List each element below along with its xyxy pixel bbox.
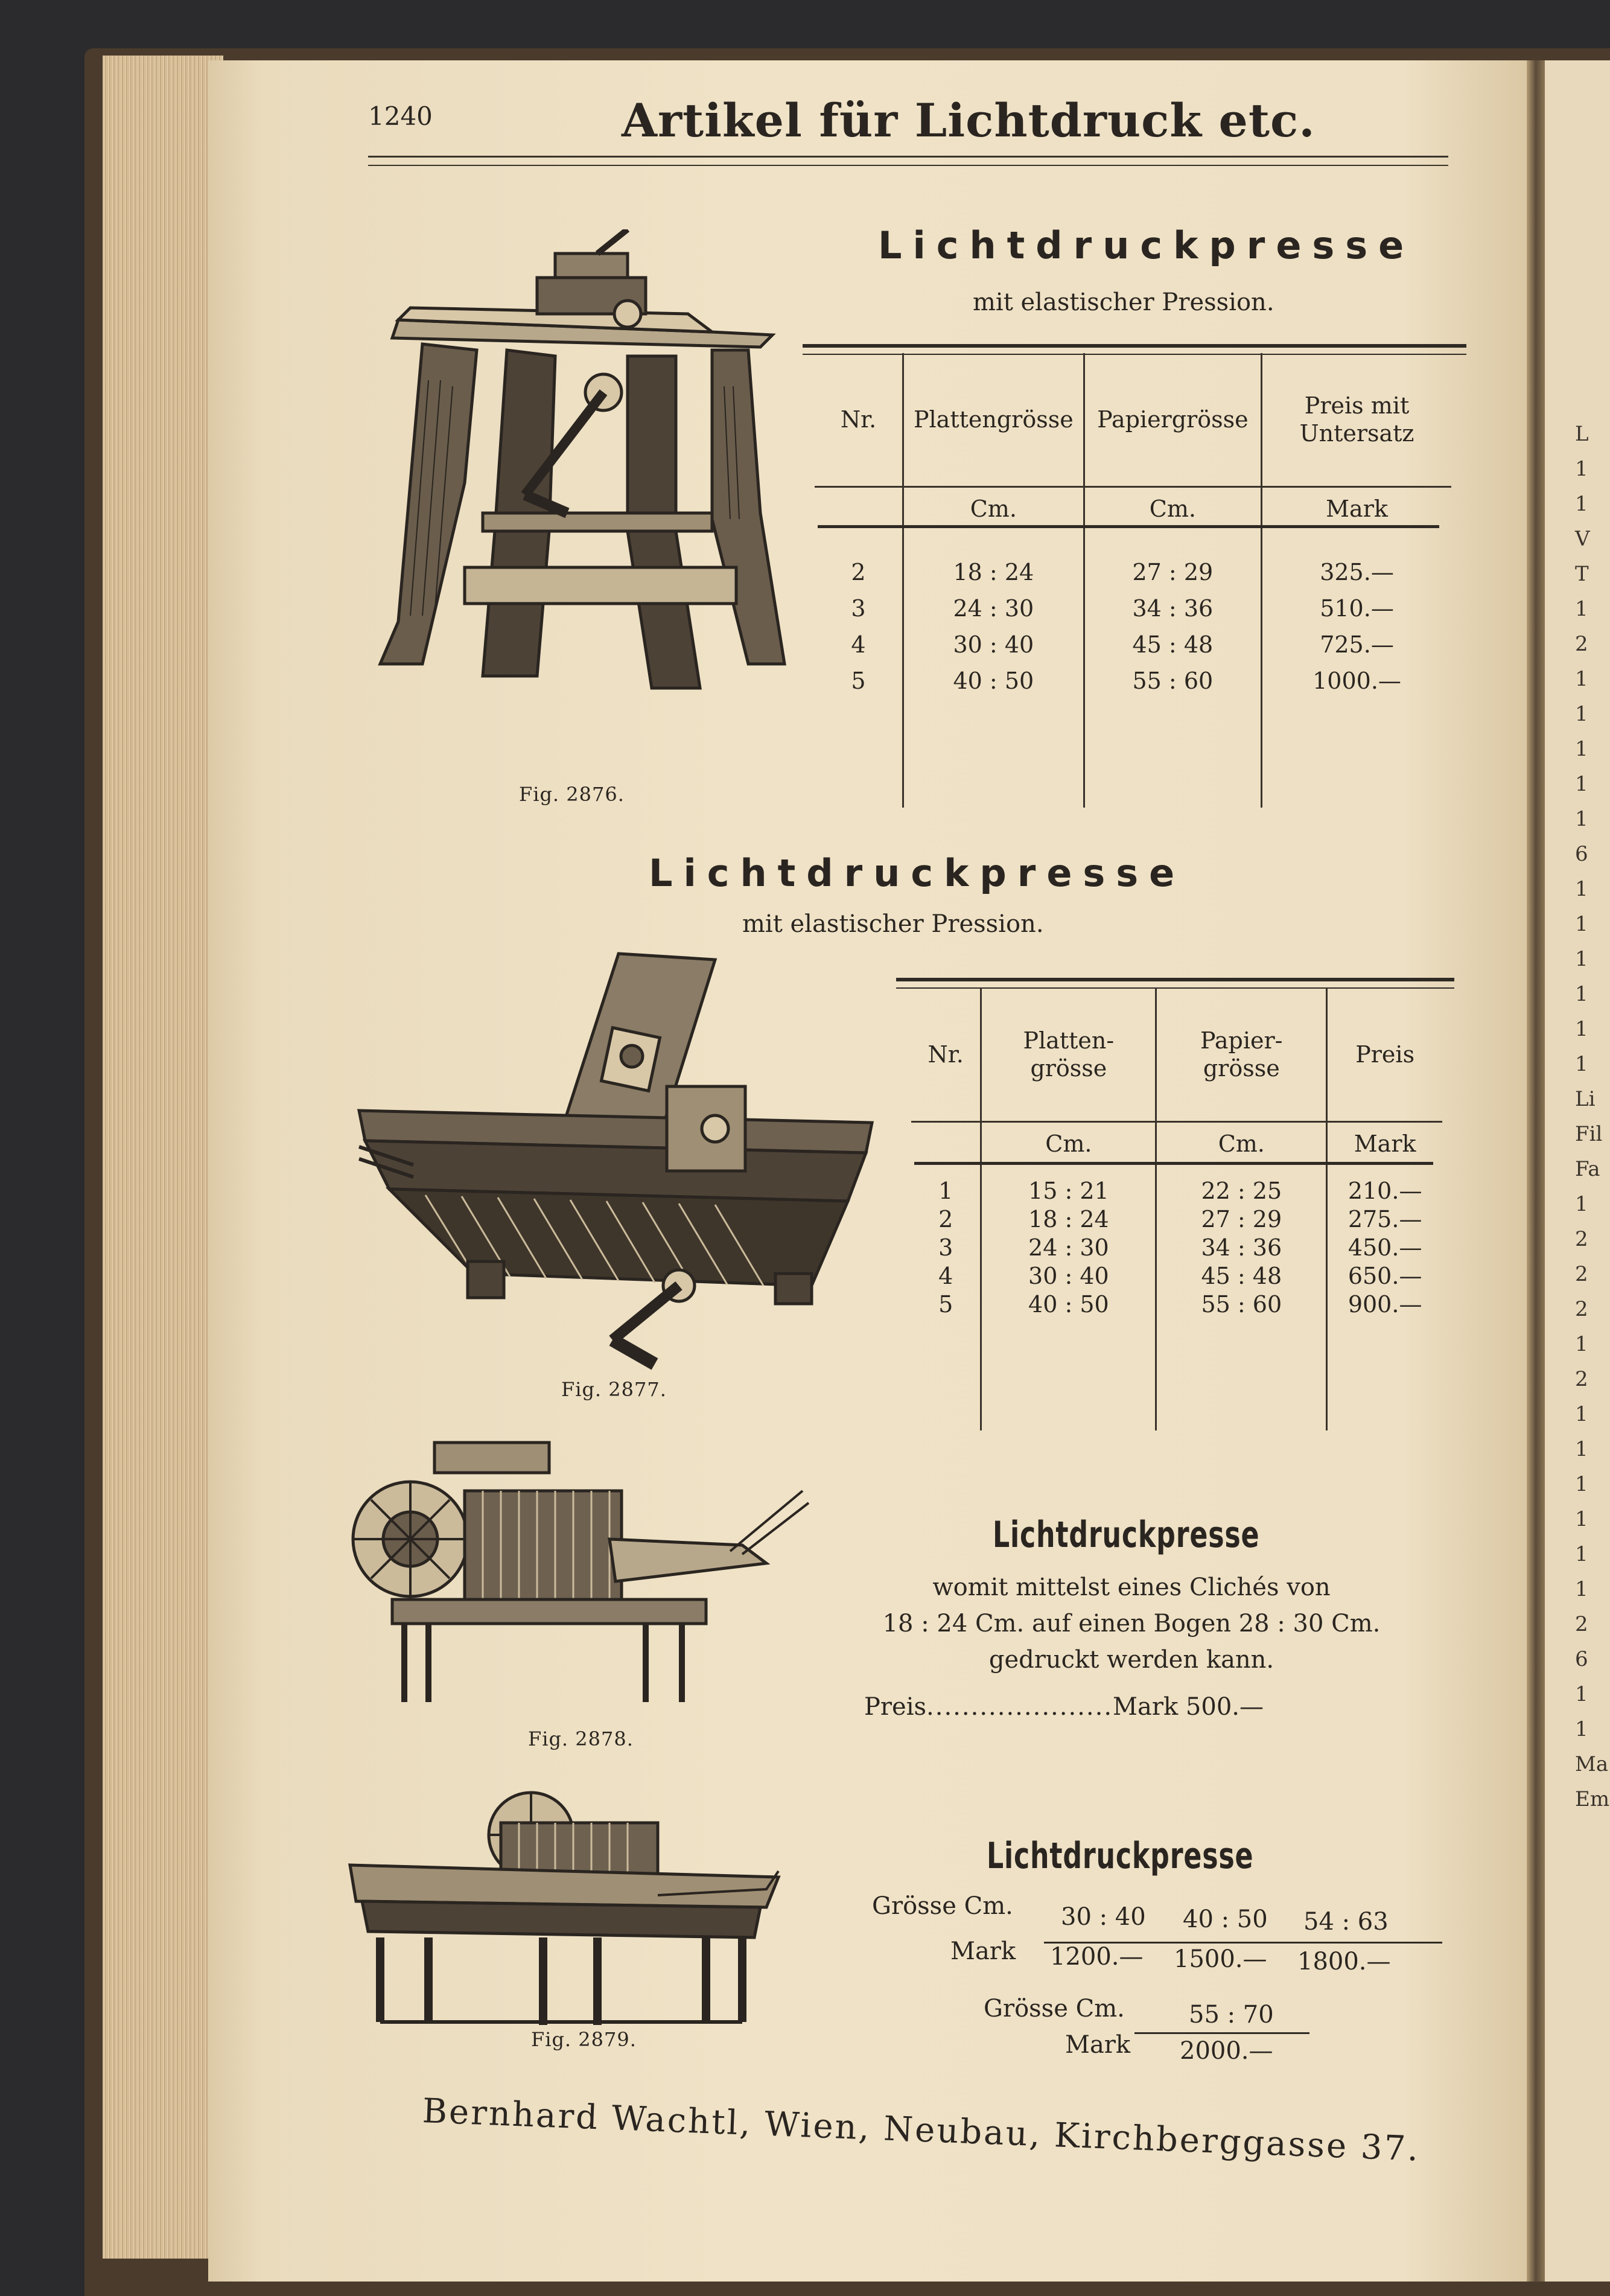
section-3-title: Lichtdruckpresse bbox=[993, 1514, 1260, 1556]
size-cell: 55 : 70 bbox=[1189, 2001, 1274, 2029]
size-cell: 40 : 50 bbox=[1183, 1905, 1268, 1933]
edge-mark: 1 bbox=[1575, 1332, 1588, 1356]
table-1-header-rule bbox=[818, 525, 1439, 528]
book-gutter bbox=[1527, 60, 1545, 2282]
unit-cell-nr bbox=[911, 1122, 981, 1166]
edge-mark: 1 bbox=[1575, 667, 1588, 691]
description-line-1: womit mittelst eines Clichés von bbox=[932, 1574, 1331, 1601]
column-header-plate-size: Platten-grösse bbox=[981, 988, 1156, 1122]
section-1-title: Lichtdruckpresse bbox=[878, 223, 1415, 267]
edge-mark: 6 bbox=[1575, 842, 1588, 866]
edge-mark: T bbox=[1575, 562, 1589, 586]
edge-mark: Li bbox=[1575, 1087, 1596, 1111]
next-page-edge-text bbox=[1575, 416, 1610, 1817]
edge-mark: 1 bbox=[1575, 1472, 1588, 1496]
size-cell: 54 : 63 bbox=[1303, 1908, 1389, 1936]
groesse-label: Grösse Cm. bbox=[984, 1995, 1125, 2023]
description-line-2: 18 : 24 Cm. auf einen Bogen 28 : 30 Cm. bbox=[882, 1610, 1381, 1637]
unit-cell-price: Mark bbox=[1262, 487, 1451, 531]
header-rule bbox=[368, 156, 1448, 166]
column-header-nr: Nr. bbox=[840, 406, 877, 433]
unit-cell-plate: Cm. bbox=[981, 1122, 1156, 1166]
mark-label: Mark bbox=[950, 1937, 1016, 1965]
edge-mark: 1 bbox=[1575, 1052, 1588, 1076]
edge-mark: 2 bbox=[1575, 1612, 1588, 1636]
press-engraving-fig-2877 bbox=[353, 948, 884, 1382]
column-header-paper-size: Papiergrösse bbox=[1084, 353, 1261, 487]
edge-mark: 1 bbox=[1575, 947, 1588, 971]
price-cell: 2000.— bbox=[1180, 2037, 1273, 2065]
edge-mark: 2 bbox=[1575, 1262, 1588, 1286]
table-column-plate: 15 : 21 18 : 24 24 : 30 30 : 40 40 : 50 bbox=[981, 1165, 1156, 1430]
edge-mark: 1 bbox=[1575, 1577, 1588, 1601]
edge-mark: 1 bbox=[1575, 702, 1588, 726]
figure-caption-2876: Fig. 2876. bbox=[519, 783, 625, 806]
section-4-title: Lichtdruckpresse bbox=[987, 1835, 1254, 1877]
price-label: Preis bbox=[864, 1693, 927, 1721]
edge-mark: 1 bbox=[1575, 1017, 1588, 1041]
section-4-size-table bbox=[869, 1892, 1448, 2085]
price-cell: 1200.— bbox=[1050, 1943, 1144, 1971]
section-3-description bbox=[845, 1569, 1418, 1678]
edge-mark: 1 bbox=[1575, 1507, 1588, 1531]
figure-caption-2879: Fig. 2879. bbox=[531, 2028, 637, 2051]
edge-mark: Fil bbox=[1575, 1122, 1603, 1146]
edge-mark: 1 bbox=[1575, 877, 1588, 901]
edge-mark: 6 bbox=[1575, 1647, 1588, 1671]
page-edges bbox=[103, 56, 223, 2259]
column-header-paper-size: Papier-grösse bbox=[1156, 988, 1327, 1122]
press-engraving-fig-2879 bbox=[344, 1787, 784, 2040]
unit-cell-nr bbox=[815, 487, 903, 531]
section-3-price-line: Preis.....................Mark 500.— bbox=[864, 1693, 1264, 1721]
press-engraving-fig-2876 bbox=[374, 229, 797, 761]
edge-mark: 1 bbox=[1575, 912, 1588, 936]
table-column-nr: 1 2 3 4 5 bbox=[938, 1178, 953, 1318]
edge-mark: 1 bbox=[1575, 737, 1588, 761]
edge-mark: 1 bbox=[1575, 1542, 1588, 1566]
edge-mark: 1 bbox=[1575, 1402, 1588, 1426]
figure-caption-2878: Fig. 2878. bbox=[528, 1727, 634, 1750]
edge-mark: 1 bbox=[1575, 1717, 1588, 1741]
table-column-paper: 22 : 25 27 : 29 34 : 36 45 : 48 55 : 60 bbox=[1156, 1165, 1327, 1430]
edge-mark: 2 bbox=[1575, 632, 1588, 656]
edge-mark: 2 bbox=[1575, 1367, 1588, 1391]
table-column-plate: 18 : 24 24 : 30 30 : 40 40 : 50 bbox=[903, 530, 1084, 808]
table-2-header-rule bbox=[914, 1162, 1433, 1165]
unit-cell-paper: Cm. bbox=[1156, 1122, 1327, 1166]
section-1-subtitle: mit elastischer Pression. bbox=[973, 289, 1274, 316]
edge-mark: 1 bbox=[1575, 492, 1588, 516]
edge-mark: 2 bbox=[1575, 1297, 1588, 1321]
column-header-price: Preis bbox=[1327, 988, 1442, 1122]
edge-mark: 1 bbox=[1575, 1437, 1588, 1461]
size-rule bbox=[1134, 2032, 1309, 2034]
publisher-imprint: Bernhard Wachtl, Wien, Neubau, Kirchberggasse 37. bbox=[421, 2091, 1421, 2169]
press-engraving-fig-2878 bbox=[344, 1437, 815, 1720]
price-cell: 1500.— bbox=[1174, 1945, 1267, 1973]
unit-cell-plate: Cm. bbox=[903, 487, 1084, 531]
edge-mark: L bbox=[1575, 422, 1589, 446]
edge-mark: 1 bbox=[1575, 597, 1588, 621]
figure-caption-2877: Fig. 2877. bbox=[561, 1378, 667, 1401]
groesse-label: Grösse Cm. bbox=[872, 1892, 1013, 1920]
running-head: Artikel für Lichtdruck etc. bbox=[622, 94, 1316, 147]
column-header-price: Preis mit Untersatz bbox=[1262, 353, 1451, 487]
edge-mark: 1 bbox=[1575, 457, 1588, 481]
table-column-price: 325.— 510.— 725.— 1000.— bbox=[1262, 530, 1451, 808]
price-value: Mark 500.— bbox=[1113, 1693, 1264, 1721]
column-header-nr: Nr. bbox=[928, 1041, 964, 1068]
edge-mark: 1 bbox=[1575, 1682, 1588, 1706]
table-column-price: 210.— 275.— 450.— 650.— 900.— bbox=[1327, 1165, 1442, 1430]
price-table-1 bbox=[815, 353, 1451, 808]
edge-mark: 2 bbox=[1575, 1227, 1588, 1251]
edge-mark: Em bbox=[1575, 1787, 1610, 1811]
table-2-top-rule bbox=[896, 978, 1454, 989]
edge-mark: V bbox=[1575, 527, 1590, 551]
description-line-3: gedruckt werden kann. bbox=[988, 1646, 1274, 1674]
edge-mark: 1 bbox=[1575, 1192, 1588, 1216]
unit-cell-paper: Cm. bbox=[1084, 487, 1261, 531]
section-2-subtitle: mit elastischer Pression. bbox=[742, 910, 1044, 938]
mark-label: Mark bbox=[1065, 2031, 1131, 2059]
edge-mark: 1 bbox=[1575, 772, 1588, 796]
price-cell: 1800.— bbox=[1297, 1948, 1391, 1976]
table-column-nr: 2 3 4 5 bbox=[851, 559, 866, 694]
price-table-2 bbox=[911, 988, 1442, 1430]
table-column-paper: 27 : 29 34 : 36 45 : 48 55 : 60 bbox=[1084, 530, 1261, 808]
unit-cell-price: Mark bbox=[1327, 1122, 1442, 1166]
page-number: 1240 bbox=[368, 101, 433, 131]
edge-mark: Ma bbox=[1575, 1752, 1609, 1776]
edge-mark: 1 bbox=[1575, 807, 1588, 831]
size-cell: 30 : 40 bbox=[1061, 1903, 1146, 1931]
edge-mark: Fa bbox=[1575, 1157, 1600, 1181]
edge-mark: 1 bbox=[1575, 982, 1588, 1006]
section-2-title: Lichtdruckpresse bbox=[649, 851, 1186, 895]
column-header-plate-size: Plattengrösse bbox=[903, 353, 1084, 487]
